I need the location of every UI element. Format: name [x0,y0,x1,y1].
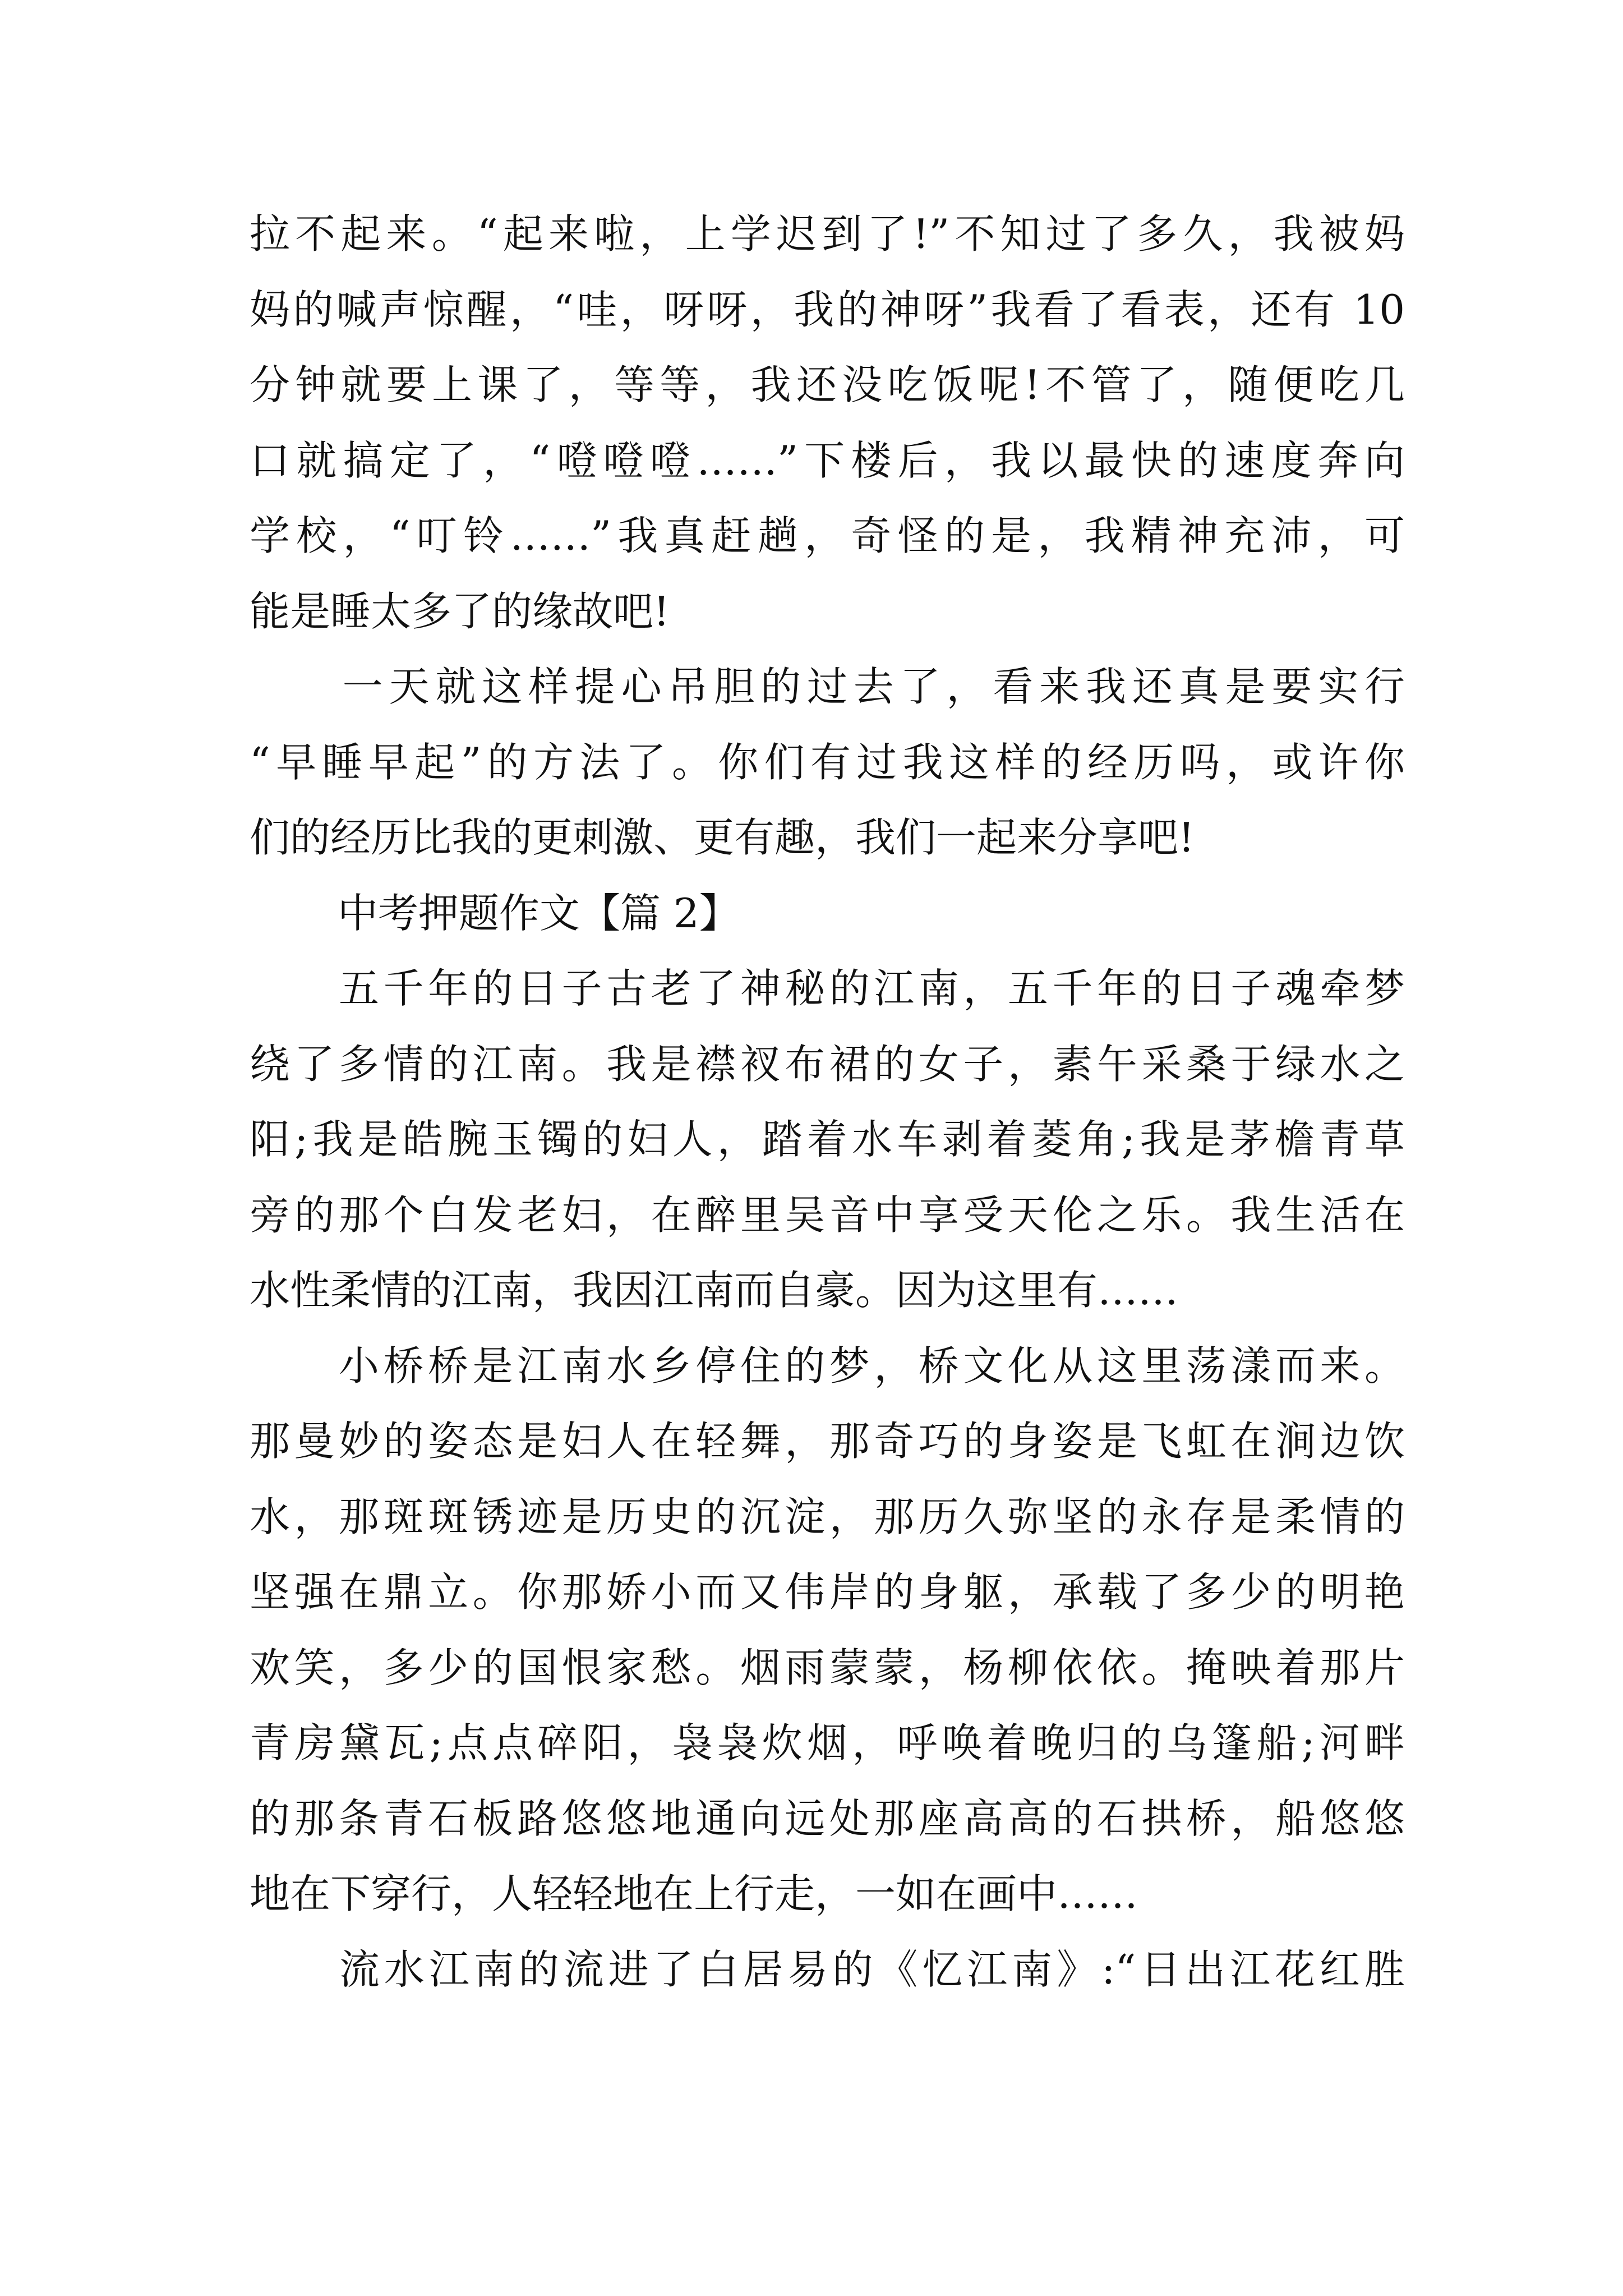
text-line: 能是睡太多了的缘故吧! [250,587,670,635]
text-line: “早睡早起”的方法了。你们有过我这样的经历吗，或许你 [250,738,1405,786]
text-line: 青房黛瓦;点点碎阳，袅袅炊烟，呼唤着晚归的乌篷船;河畔 [250,1719,1405,1766]
text-line: 妈的喊声惊醒，“哇，呀呀，我的神呀”我看了看表，还有 10 [250,286,1405,333]
text-line: 水，那斑斑锈迹是历史的沉淀，那历久弥坚的永存是柔情的 [250,1493,1405,1540]
text-line: 五千年的日子古老了神秘的江南，五千年的日子魂牵梦 [250,965,1405,1012]
text-line: 的那条青石板路悠悠地通向远处那座高高的石拱桥，船悠悠 [250,1795,1405,1842]
text-line: 绕了多情的江南。我是襟衩布裙的女子，素午采桑于绿水之 [250,1040,1405,1088]
text-line: 水性柔情的江南，我因江南而自豪。因为这里有…… [250,1267,1179,1314]
text-line: 小桥桥是江南水乡停住的梦，桥文化从这里荡漾而来。 [250,1342,1405,1389]
text-line: 流水江南的流进了白居易的《忆江南》:“日出江花红胜 [250,1945,1405,1993]
text-line: 一天就这样提心吊胆的过去了，看来我还真是要实行 [250,663,1405,710]
text-line: 拉不起来。“起来啦，上学迟到了!”不知过了多久，我被妈 [250,210,1405,257]
text-line: 旁的那个白发老妇，在醉里吴音中享受天伦之乐。我生活在 [250,1191,1405,1239]
text-line: 学校，“叮铃……”我真赶趟，奇怪的是，我精神充沛，可 [250,512,1405,559]
essay-body [250,196,1405,2007]
text-line: 欢笑，多少的国恨家愁。烟雨蒙蒙，杨柳依依。掩映着那片 [250,1644,1405,1691]
text-line: 阳;我是皓腕玉镯的妇人，踏着水车剥着菱角;我是茅檐青草 [250,1116,1405,1163]
text-line: 坚强在鼎立。你那娇小而又伟岸的身躯，承载了多少的明艳 [250,1568,1405,1616]
text-line: 们的经历比我的更刺激、更有趣，我们一起来分享吧! [250,814,1195,861]
text-line: 分钟就要上课了，等等，我还没吃饭呢!不管了，随便吃几 [250,361,1405,408]
section-heading: 中考押题作文【篇 2】 [338,889,740,937]
text-line: 地在下穿行，人轻轻地在上行走，一如在画中…… [250,1870,1138,1917]
text-line: 那曼妙的姿态是妇人在轻舞，那奇巧的身姿是飞虹在涧边饮 [250,1418,1405,1465]
text-line: 口就搞定了，“噔噔噔……”下楼后，我以最快的速度奔向 [250,436,1405,484]
